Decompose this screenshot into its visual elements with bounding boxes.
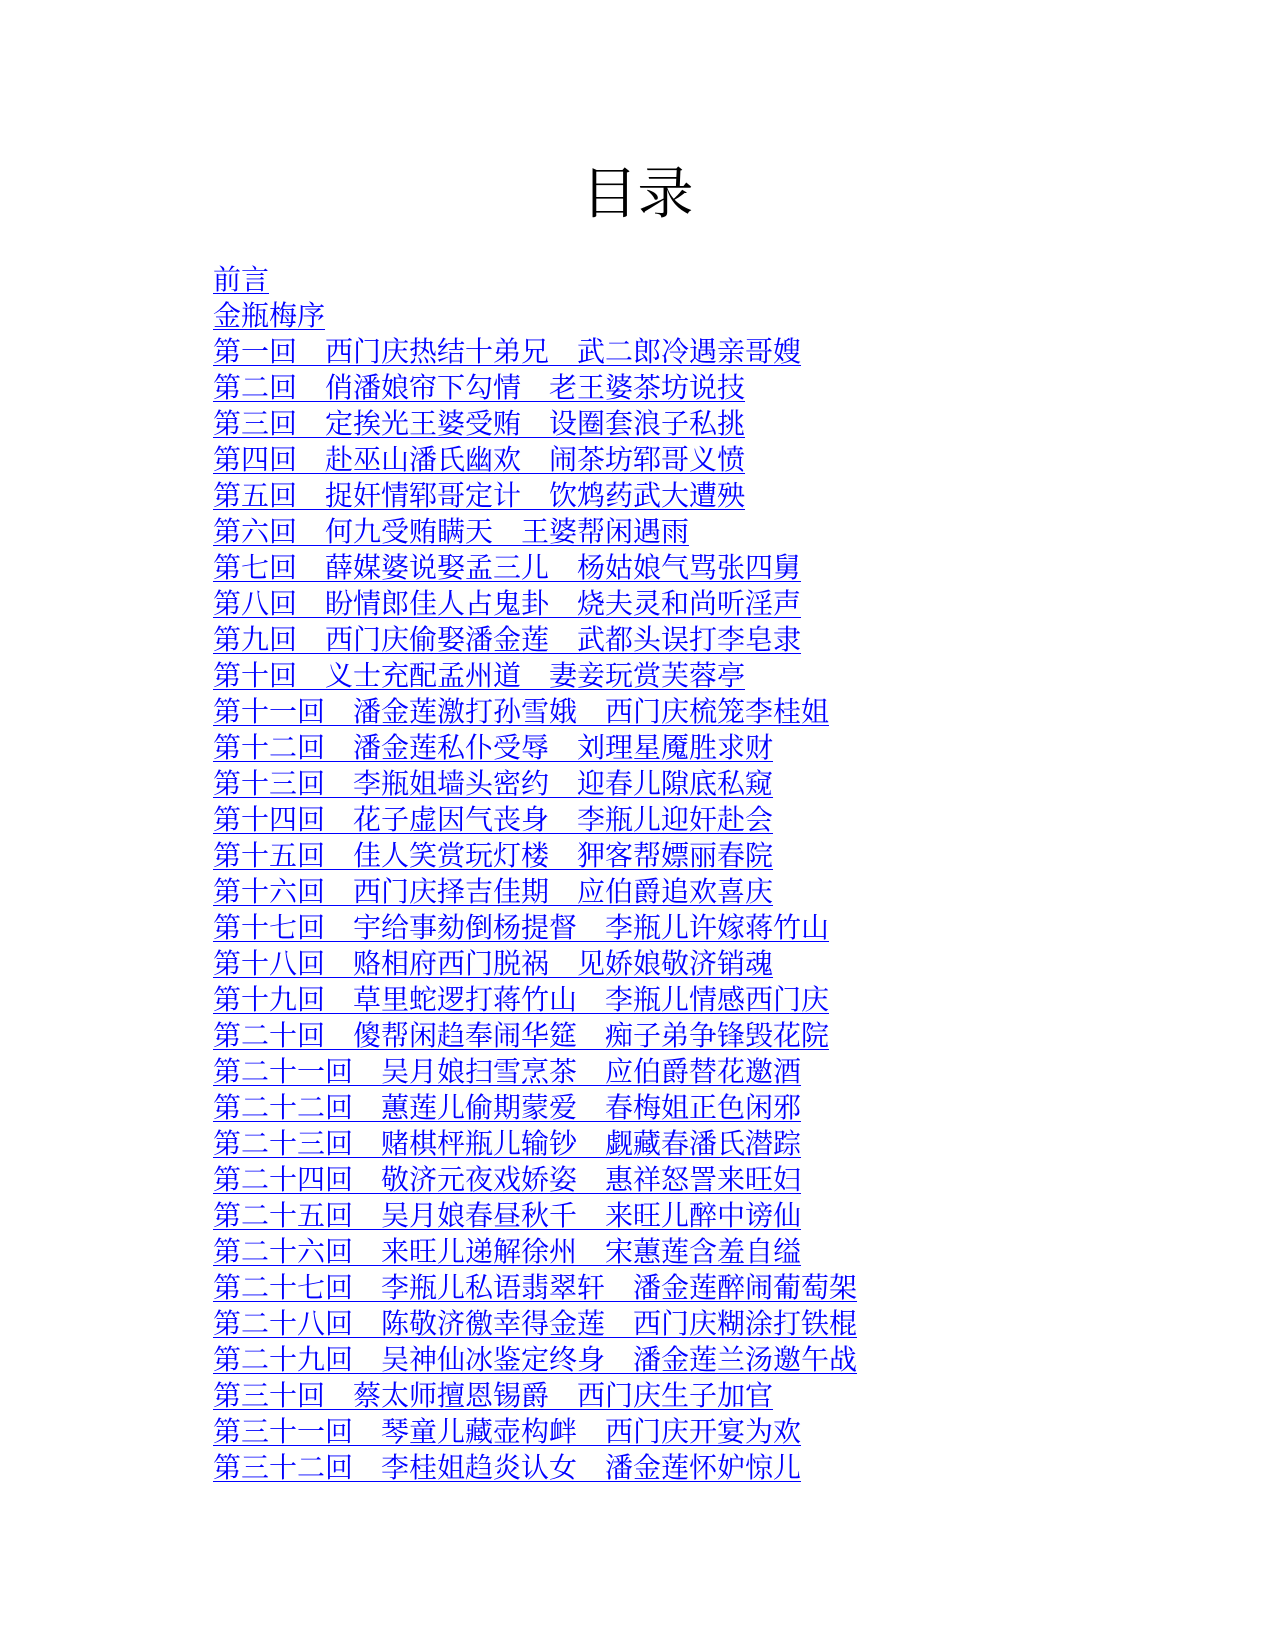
toc-link[interactable]: 第二十三回 赌棋枰瓶儿输钞 觑藏春潘氏潜踪 [213,1127,802,1160]
toc-entry [213,946,857,982]
toc-link[interactable]: 第二十七回 李瓶儿私语翡翠轩 潘金莲醉闹葡萄架 [213,1271,858,1304]
toc-entry [213,622,857,658]
toc-link[interactable]: 第十回 义士充配孟州道 妻妾玩赏芙蓉亭 [213,659,746,692]
toc-link[interactable]: 第五回 捉奸情郓哥定计 饮鸩药武大遭殃 [213,479,746,512]
toc-link[interactable]: 金瓶梅序 [213,299,326,332]
toc-link[interactable]: 第二十九回 吴神仙冰鉴定终身 潘金莲兰汤邀午战 [213,1343,858,1376]
toc-entry [213,1234,857,1270]
toc-link[interactable]: 第十九回 草里蛇逻打蒋竹山 李瓶儿情感西门庆 [213,983,830,1016]
toc-link[interactable]: 第二回 俏潘娘帘下勾情 老王婆茶坊说技 [213,371,746,404]
toc-entry [213,1270,857,1306]
toc-link[interactable]: 第十八回 赂相府西门脱祸 见娇娘敬济销魂 [213,947,774,980]
toc-link[interactable]: 第二十二回 蕙莲儿偷期蒙爱 春梅姐正色闲邪 [213,1091,802,1124]
toc-entry [213,298,857,334]
toc-entry [213,1090,857,1126]
toc-link[interactable]: 第三十二回 李桂姐趋炎认女 潘金莲怀妒惊儿 [213,1451,802,1484]
toc-link[interactable]: 第一回 西门庆热结十弟兄 武二郎冷遇亲哥嫂 [213,335,802,368]
toc-entry [213,1018,857,1054]
toc-link[interactable]: 第四回 赴巫山潘氏幽欢 闹茶坊郓哥义愤 [213,443,746,476]
toc-link[interactable]: 第二十五回 吴月娘春昼秋千 来旺儿醉中谤仙 [213,1199,802,1232]
toc-entry [213,1198,857,1234]
toc-link[interactable]: 第十一回 潘金莲激打孙雪娥 西门庆梳笼李桂姐 [213,695,830,728]
toc-entry [213,1342,857,1378]
toc-entry [213,694,857,730]
toc-entry [213,658,857,694]
toc-entry [213,730,857,766]
toc-entry [213,1126,857,1162]
toc-link[interactable]: 第七回 薛媒婆说娶孟三儿 杨姑娘气骂张四舅 [213,551,802,584]
toc-link[interactable]: 第二十一回 吴月娘扫雪烹茶 应伯爵替花邀酒 [213,1055,802,1088]
toc-entry [213,1450,857,1486]
toc-link[interactable]: 第三回 定挨光王婆受贿 设圈套浪子私挑 [213,407,746,440]
toc-entry [213,550,857,586]
toc-entry [213,1162,857,1198]
toc-entry [213,874,857,910]
toc-link[interactable]: 第二十八回 陈敬济徼幸得金莲 西门庆糊涂打铁棍 [213,1307,858,1340]
toc-link[interactable]: 第十二回 潘金莲私仆受辱 刘理星魇胜求财 [213,731,774,764]
toc-entry [213,406,857,442]
toc-entry [213,1378,857,1414]
toc-link[interactable]: 第十七回 宇给事劾倒杨提督 李瓶儿许嫁蒋竹山 [213,911,830,944]
toc-link[interactable]: 第十五回 佳人笑赏玩灯楼 狎客帮嫖丽春院 [213,839,774,872]
toc-entry [213,910,857,946]
page-title: 目录 [581,162,694,227]
toc-entry [213,262,857,298]
toc-link[interactable]: 第九回 西门庆偷娶潘金莲 武都头误打李皂隶 [213,623,802,656]
toc-entry [213,802,857,838]
toc-link[interactable]: 第六回 何九受贿瞒天 王婆帮闲遇雨 [213,515,690,548]
toc-entry [213,442,857,478]
toc-entry [213,586,857,622]
toc-entry [213,838,857,874]
toc-link[interactable]: 第三十一回 琴童儿藏壶构衅 西门庆开宴为欢 [213,1415,802,1448]
toc-link[interactable]: 第二十六回 来旺儿递解徐州 宋蕙莲含羞自缢 [213,1235,802,1268]
toc-link[interactable]: 第二十四回 敬济元夜戏娇姿 惠祥怒詈来旺妇 [213,1163,802,1196]
toc-entry [213,982,857,1018]
table-of-contents [213,262,857,1486]
toc-link[interactable]: 第十三回 李瓶姐墙头密约 迎春儿隙底私窥 [213,767,774,800]
toc-entry [213,334,857,370]
toc-entry [213,1414,857,1450]
toc-entry [213,514,857,550]
toc-entry [213,478,857,514]
toc-link[interactable]: 第八回 盼情郎佳人占鬼卦 烧夫灵和尚听淫声 [213,587,802,620]
toc-entry [213,1054,857,1090]
toc-link[interactable]: 第十四回 花子虚因气丧身 李瓶儿迎奸赴会 [213,803,774,836]
toc-link[interactable]: 第十六回 西门庆择吉佳期 应伯爵追欢喜庆 [213,875,774,908]
toc-entry [213,766,857,802]
toc-entry [213,1306,857,1342]
toc-link[interactable]: 前言 [213,263,270,296]
toc-link[interactable]: 第二十回 傻帮闲趋奉闹华筵 痴子弟争锋毁花院 [213,1019,830,1052]
toc-entry [213,370,857,406]
toc-link[interactable]: 第三十回 蔡太师擅恩锡爵 西门庆生子加官 [213,1379,774,1412]
